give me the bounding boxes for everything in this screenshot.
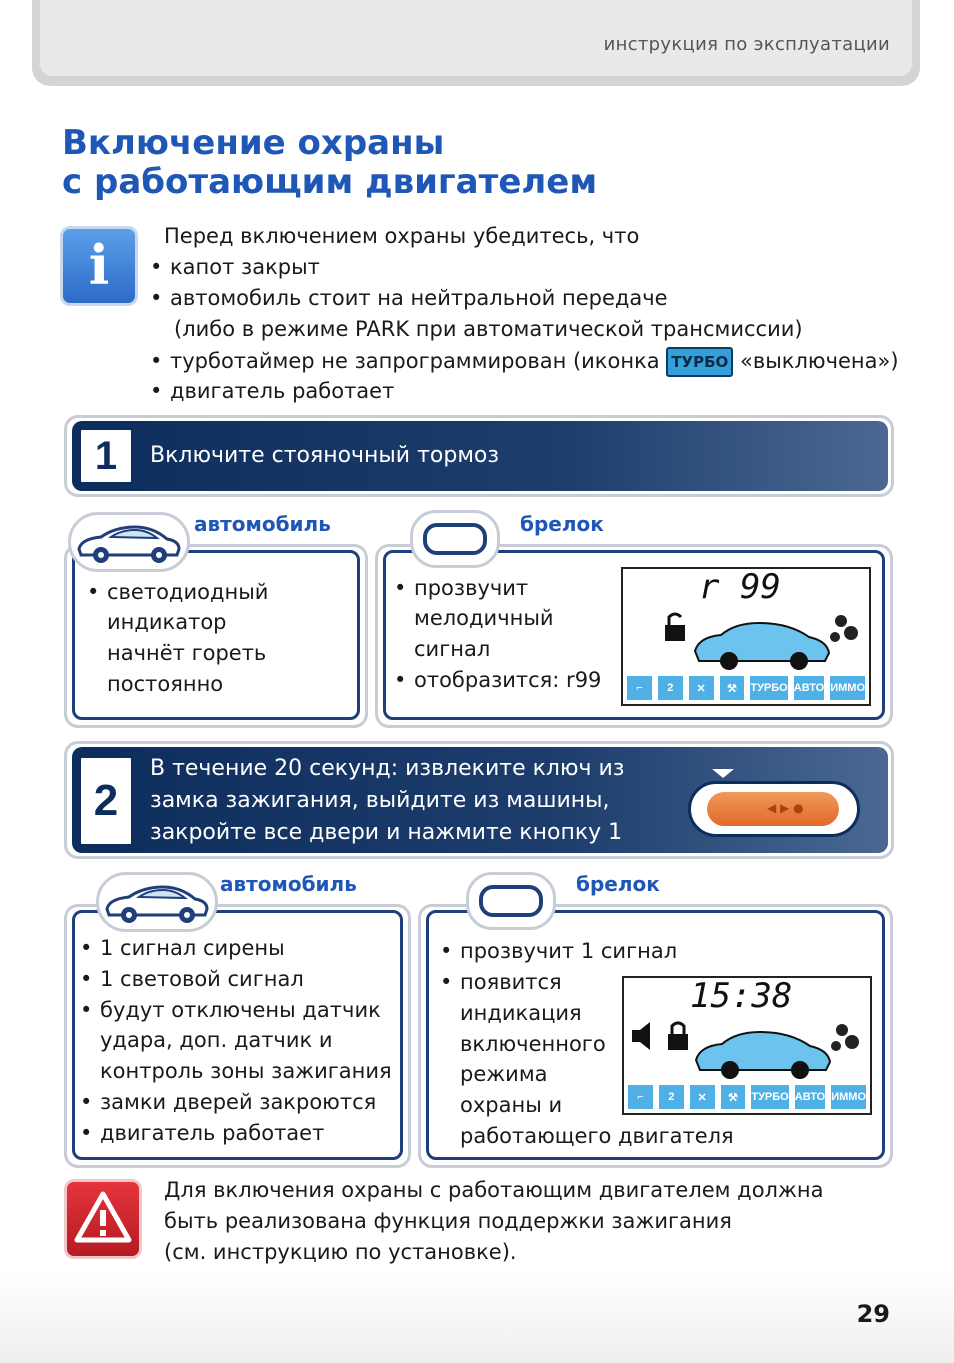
cross-icon: ✕ [689, 676, 714, 700]
warning-triangle-icon [67, 1182, 139, 1256]
gun-icon: ⌐ [628, 1085, 653, 1109]
wrench-icon: ⚒ [720, 676, 745, 700]
lcd-icon-row [628, 1085, 866, 1109]
step1-number: 1 [78, 427, 134, 485]
step1-fob-item: • отобразится: r99 [414, 665, 601, 696]
fob-button-outline [688, 781, 860, 837]
warning-text [164, 1175, 823, 1268]
turbo-icon: ТУРБО [666, 347, 733, 377]
turbo-icon: ТУРБО [750, 676, 787, 700]
immo-icon: ИММО [831, 1085, 866, 1109]
step2-car-item: контроль зоны зажигания [100, 1059, 392, 1083]
step2-car-item: • 1 световой сигнал [100, 964, 304, 995]
info-intro: Перед включением охраны убедитесь, что [164, 224, 640, 248]
title-line-2: с работающим двигателем [62, 162, 598, 202]
cross-icon: ✕ [690, 1085, 715, 1109]
step2-text [150, 753, 624, 849]
immo-icon: ИММО [830, 676, 865, 700]
info-item-text: турботаймер не запрограммирован (иконка [170, 349, 660, 373]
arrow-down-icon [712, 769, 734, 778]
step2-text-line: замка зажигания, выйдите из машины, [150, 788, 610, 813]
car-icon [99, 875, 215, 929]
fob-button-1[interactable] [707, 792, 839, 826]
step2-fob-item: работающего двигателя [460, 1124, 734, 1148]
step1-lcd-display [621, 567, 871, 706]
fob-button-arrows-icon: ◀ ▶ ● [767, 801, 804, 815]
lcd-car-icon [659, 607, 869, 673]
car-icon-badge [96, 872, 218, 932]
fob-icon [466, 872, 556, 930]
warning-line: (см. инструкцию по установке). [164, 1240, 517, 1264]
step2-text-line: закройте все двери и нажмите кнопку 1 [150, 820, 623, 845]
info-item: • автомобиль стоит на нейтральной передаче [170, 283, 668, 314]
warning-line: быть реализована функция поддержки зажигания [164, 1209, 732, 1233]
step1-fob-label: брелок [520, 512, 604, 536]
step2-fob-item: • прозвучит 1 сигнал [460, 936, 677, 967]
step2-fob-item: охраны и [460, 1093, 563, 1117]
step2-fob-item: включенного [460, 1032, 606, 1056]
info-item-continued: (либо в режиме PARK при автоматической трансмиссии) [174, 317, 803, 341]
warning-line: Для включения охраны с работающим двигателем должна [164, 1178, 824, 1202]
footer-bar [0, 1272, 954, 1363]
info-item: • капот закрыт [170, 252, 320, 283]
step2-number: 2 [78, 755, 134, 847]
step1-fob-item: • прозвучит [414, 573, 528, 604]
step2-car-item: • замки дверей закроются [100, 1087, 376, 1118]
info-item-text-tail: «выключена») [739, 349, 899, 373]
wrench-icon: ⚒ [721, 1085, 746, 1109]
auto-icon: АВТО [795, 1085, 825, 1109]
header-text: инструкция по эксплуатации [603, 34, 890, 55]
step1-car-item: индикатор [107, 610, 227, 634]
info-icon: i [60, 226, 138, 306]
door-icon: 2 [659, 1085, 684, 1109]
gun-icon: ⌐ [627, 676, 652, 700]
step2-car-item: • двигатель работает [100, 1118, 324, 1149]
step2-fob-label: брелок [576, 872, 660, 896]
step2-fob-item: режима [460, 1062, 548, 1086]
page-number: 29 [856, 1300, 890, 1328]
step1-fob-item: мелодичный [414, 606, 554, 630]
step2-car-item: • будут отключены датчик [100, 995, 381, 1026]
car-icon-badge [68, 512, 190, 572]
step1-car-label: автомобиль [194, 512, 331, 536]
fob-icon [410, 510, 500, 568]
warning-icon [64, 1179, 142, 1259]
info-item-turbo [170, 346, 899, 377]
step2-fob-item: индикация [460, 1001, 582, 1025]
step1-fob-item: сигнал [414, 637, 491, 661]
door-icon: 2 [658, 676, 683, 700]
title-line-1: Включение охраны [62, 123, 445, 163]
turbo-icon: ТУРБО [751, 1085, 788, 1109]
lcd-code: r 99 [699, 567, 781, 607]
car-icon [71, 515, 187, 569]
step1-car-item: постоянно [107, 672, 224, 696]
step1-car-item: • светодиодный [107, 577, 268, 608]
step2-car-item: удара, доп. датчик и [100, 1028, 333, 1052]
info-item: • двигатель работает [170, 376, 394, 407]
step1-car-item: начнёт гореть [107, 641, 267, 665]
page-title [62, 124, 597, 202]
step2-fob-item: • появится [460, 967, 562, 998]
auto-icon: АВТО [794, 676, 824, 700]
step2-text-line: В течение 20 секунд: извлеките ключ из [150, 756, 625, 781]
lcd-time: 15:38 [690, 976, 793, 1016]
step1-text: Включите стояночный тормоз [150, 443, 500, 468]
lcd-car-icon [628, 1016, 870, 1082]
step2-car-item: • 1 сигнал сирены [100, 933, 285, 964]
step2-car-label: автомобиль [220, 872, 357, 896]
step2-lcd-display [622, 976, 872, 1115]
lcd-icon-row [627, 676, 865, 700]
